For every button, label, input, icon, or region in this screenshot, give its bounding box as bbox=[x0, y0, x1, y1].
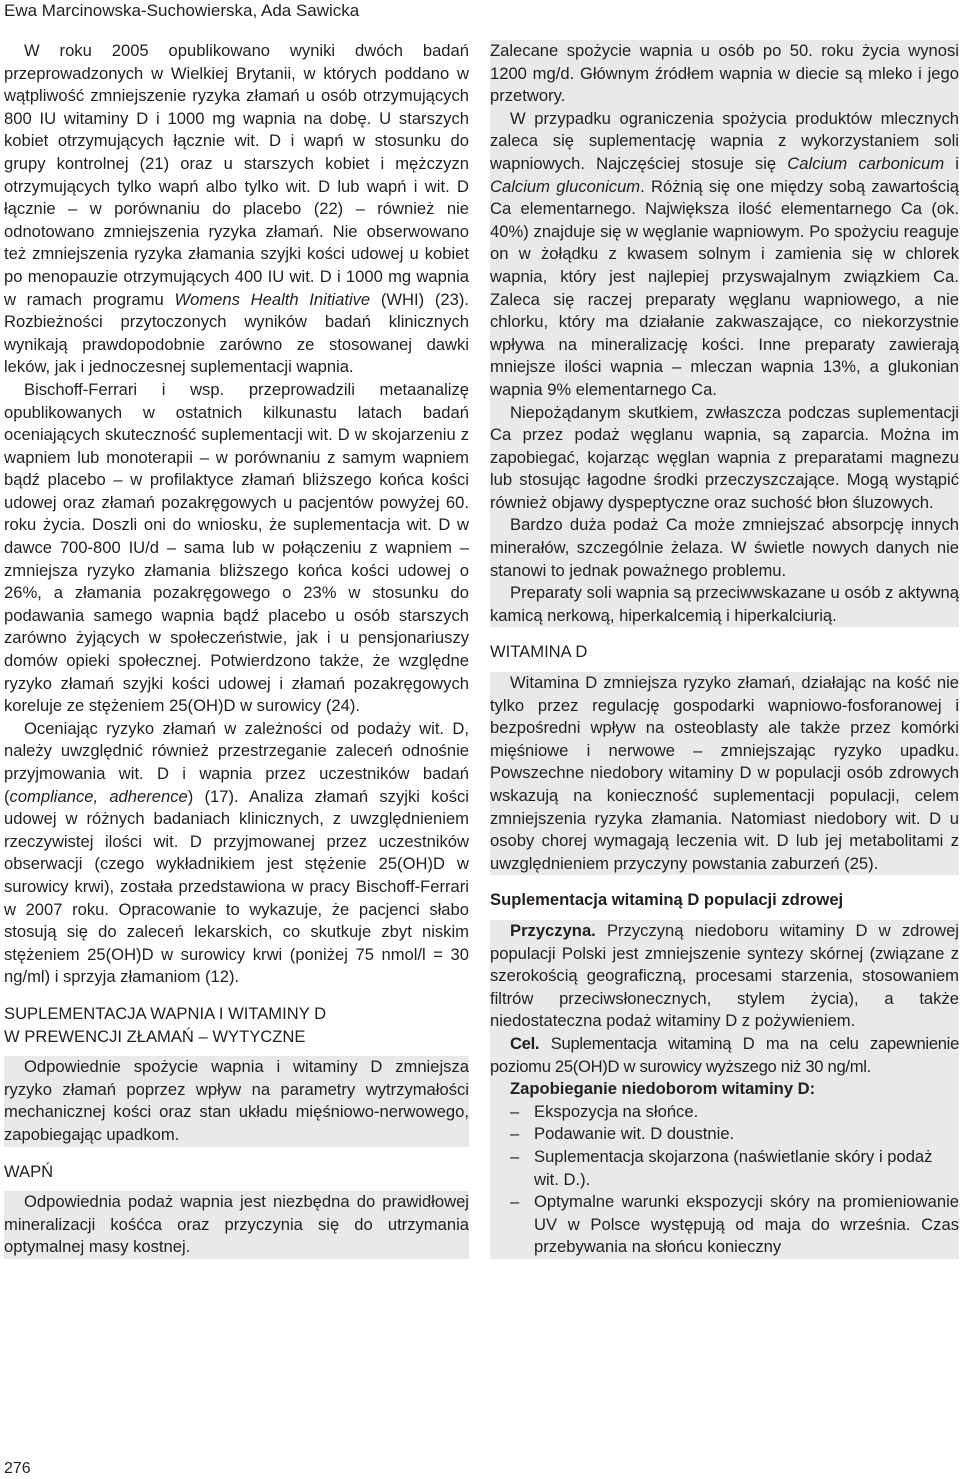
list-item: – Podawanie wit. D doustnie. bbox=[490, 1123, 959, 1146]
box-paragraph-5: Preparaty soli wapnia są przeciwwskazane u osób z aktywną kamicą nerkową, hiperkalcemią i hiperkalciurią. bbox=[490, 583, 959, 625]
box-paragraph-2: W przypadku ograniczenia spożycia produktów mlecznych zaleca się suplementację wapnia z wykorzystaniem soli wapniowych. Najczęściej stosuje się Calcium carbonicum i Calcium gluconicum. Różnią się one między sobą zawartością Ca elementarnego. Największa ilość elementarnego Ca (ok. 40%) znajduje się w węglanie wapniowym. Po spożyciu reaguje on w żołądku z kwasem solnym i zamienia się w chlorek wapnia, który jest najlepiej przyswajalnym związkiem Ca. Zaleca się raczej preparaty węglanu wapniowego, a nie chlorku, który ma działanie zakwaszające, co niekorzystnie wpływa na mineralizację kości. Inne preparaty zawierają mniejsze ilości wapnia – mleczan wapnia 13%, a glukonian wapnia 9% elementarnego Ca. bbox=[490, 108, 959, 399]
cause-paragraph: Przyczyna. Przyczyną niedoboru witaminy D w zdrowej populacji Polski jest zmniejszenie syntezy skórnej (związane z szerokością geograficzną, procesami starzenia, stosowaniem filtrów przeciwsłonecznych, stylem życia), a także niedostateczna podaż witaminy D z pożywieniem. bbox=[490, 920, 959, 1031]
goal-paragraph: Cel. Suplementacja witaminą D ma na celu zapewnienie poziomu 25(OH)D w surowicy wyższego niż 30 ng/ml. bbox=[490, 1033, 959, 1076]
right-column bbox=[490, 40, 959, 1259]
paragraph-2: Bischoff-Ferrari i wsp. przeprowadzili metaanalizę opublikowanych w ostatnich kilkunastu latach badań oceniających skuteczność suplementacji wit. D w skojarzeniu z wapniem lub monoterapii – w porównaniu z samym wapniem bądź placebo – w profilaktyce złamań bliższego końca kości udowej oraz złamań pozakręgowych u pacjentów powyżej 60. roku życia. Doszli oni do wniosku, że suplementacja wit. D w dawce 700-800 IU/d – sama lub w połączeniu z wapniem – zmniejsza ryzyko złamania bliższego końca kości udowej o 26%, a złamania pozakręgowego o 23% w stosunku do podawania samego wapnia bądź placebo u osób starszych zarówno żyjących w społeczeństwie, jak i u pensjonariuszy domów opieki społecznej. Potwierdzono także, że względne ryzyko złamań szyjki kości udowej i złamań pozakręgowych koreluje ze stężeniem 25(OH)D w surowicy (24). bbox=[4, 379, 469, 716]
guideline-box-2: Odpowiednia podaż wapnia jest niezbędna do prawidłowej mineralizacji kośćca oraz przyczynia się do utrzymania optymalnej masy kostnej. bbox=[4, 1191, 469, 1259]
guideline-box-1: Odpowiednie spożycie wapnia i witaminy D zmniejsza ryzyko złamań poprzez wpływ na parametry wytrzymałości mechanicznej kości oraz stan układu mięśniowo-nerwowego, zapobiegając upadkom. bbox=[4, 1056, 469, 1146]
page-number: 276 bbox=[4, 1460, 31, 1477]
subsection-heading-healthy-population: Suplementacja witaminą D populacji zdrowej bbox=[490, 890, 844, 910]
prevention-heading: Zapobieganie niedoborom witaminy D: bbox=[510, 1079, 816, 1099]
guideline-box-supplementation bbox=[490, 920, 959, 1259]
section-heading-wapn: WAPŃ bbox=[4, 1161, 54, 1181]
paragraph-3: Oceniając ryzyko złamań w zależności od podaży wit. D, należy uwzględnić również przestrzeganie zaleceń odnośnie przyjmowania wit. D i wapnia przez uczestników badań (compliance, adherence) (17). Analiza złamań szyjki kości udowej w różnych badaniach klinicznych, z uwzględnieniem rzeczywistej ilości wit. D przyjmowanej przez uczestników obserwacji (czego wykładnikiem jest stężenie 25(OH)D w surowicy krwi), została przedstawiona w pracy Bischoff-Ferrari w 2007 roku. Opracowanie to wykazuje, że pacjenci słabo stosują się do zaleceń lekarskich, co skutkuje zbyt niskim stężeniem 25(OH)D w surowicy krwi (poniżej 75 nmol/l = 30 ng/ml) i sprzyja złamaniom (12). bbox=[4, 718, 469, 987]
paragraph-1: W roku 2005 opublikowano wyniki dwóch badań przeprowadzonych w Wielkiej Brytanii, w których poddano w wątpliwość zmniejszenie ryzyka złamań u osób otrzymujących 800 IU witaminy D i 1000 mg wapnia na dobę. U starszych kobiet otrzymujących łącznie wit. D i wapń w stosunku do grupy kontrolnej (21) oraz u starszych kobiet i mężczyzn otrzymujących tylko wapń albo tylko wit. D lub wapń i wit. D łącznie – w porównaniu do placebo (22) – również nie odnotowano zmniejszenia ryzyka złamań. Nie obserwowano też zmniejszenia ryzyka złamania szyjki kości udowej u kobiet po menopauzie otrzymujących 400 IU wit. D i 1000 mg wapnia w ramach programu Womens Health Initiative (WHI) (23). Rozbieżności przytoczonych wyników badań klinicznych wynikają prawdopodobnie zarówno ze stosowanej dawki leków, jak i jednoczesnej suplementacji wapnia. bbox=[4, 41, 470, 377]
prevention-list bbox=[490, 1101, 959, 1259]
list-item: – Suplementacja skojarzona (naświetlanie skóry i podaż wit. D.). bbox=[490, 1146, 959, 1191]
section-heading-witamina-d: WITAMINA D bbox=[490, 642, 588, 662]
list-item: – Optymalne warunki ekspozycji skóry na promieniowanie UV w Polsce występują od maja do września. Czas przebywania na słońcu konieczny bbox=[490, 1191, 959, 1259]
box-paragraph-4: Bardzo duża podaż Ca może zmniejszać absorpcję innych minerałów, szczególnie żelaza. W świetle nowych danych nie stanowi to jednak poważnego problemu. bbox=[490, 515, 959, 580]
left-column bbox=[4, 40, 469, 1259]
section-heading-supplementation: SUPLEMENTACJA WAPNIA I WITAMINY D W PREWENCJI ZŁAMAŃ – WYTYCZNE bbox=[4, 1003, 327, 1046]
box-paragraph-3: Niepożądanym skutkiem, zwłaszcza podczas suplementacji Ca przez podaż węglanu wapnia, są zaparcia. Można im zapobiegać, kojarząc węglan wapnia z preparatami magnezu lub stosując łagodne środki przeczyszczające. Mogą wystąpić również objawy dyspeptyczne oraz suchość błon śluzowych. bbox=[490, 402, 959, 512]
guideline-box-calcium bbox=[490, 40, 959, 627]
running-header: Ewa Marcinowska-Suchowierska, Ada Sawicka bbox=[4, 1, 360, 20]
list-item: – Ekspozycja na słońce. bbox=[490, 1101, 959, 1124]
box-continuation: Zalecane spożycie wapnia u osób po 50. roku życia wynosi 1200 mg/d. Głównym źródłem wapnia w diecie są mleko i jego przetwory. bbox=[490, 41, 959, 106]
guideline-box-vitamin-d: Witamina D zmniejsza ryzyko złamań, działając na kość nie tylko przez regulację gospodarki wapniowo-fosforanowej i bezpośredni wpływ na osteoblasty ale także przez komórki mięśniowe i nerwowe – zmniejszając ryzyko upadku. Powszechne niedobory witaminy D w populacji osób zdrowych wskazują na konieczność suplementacji populacji, celem zmniejszenia ryzyka złamania. Natomiast niedobory wit. D u osoby chorej wymagają leczenia wit. D lub jej metabolitami z uwzględnieniem przyczyny powstania zaburzeń (25). bbox=[490, 672, 959, 875]
